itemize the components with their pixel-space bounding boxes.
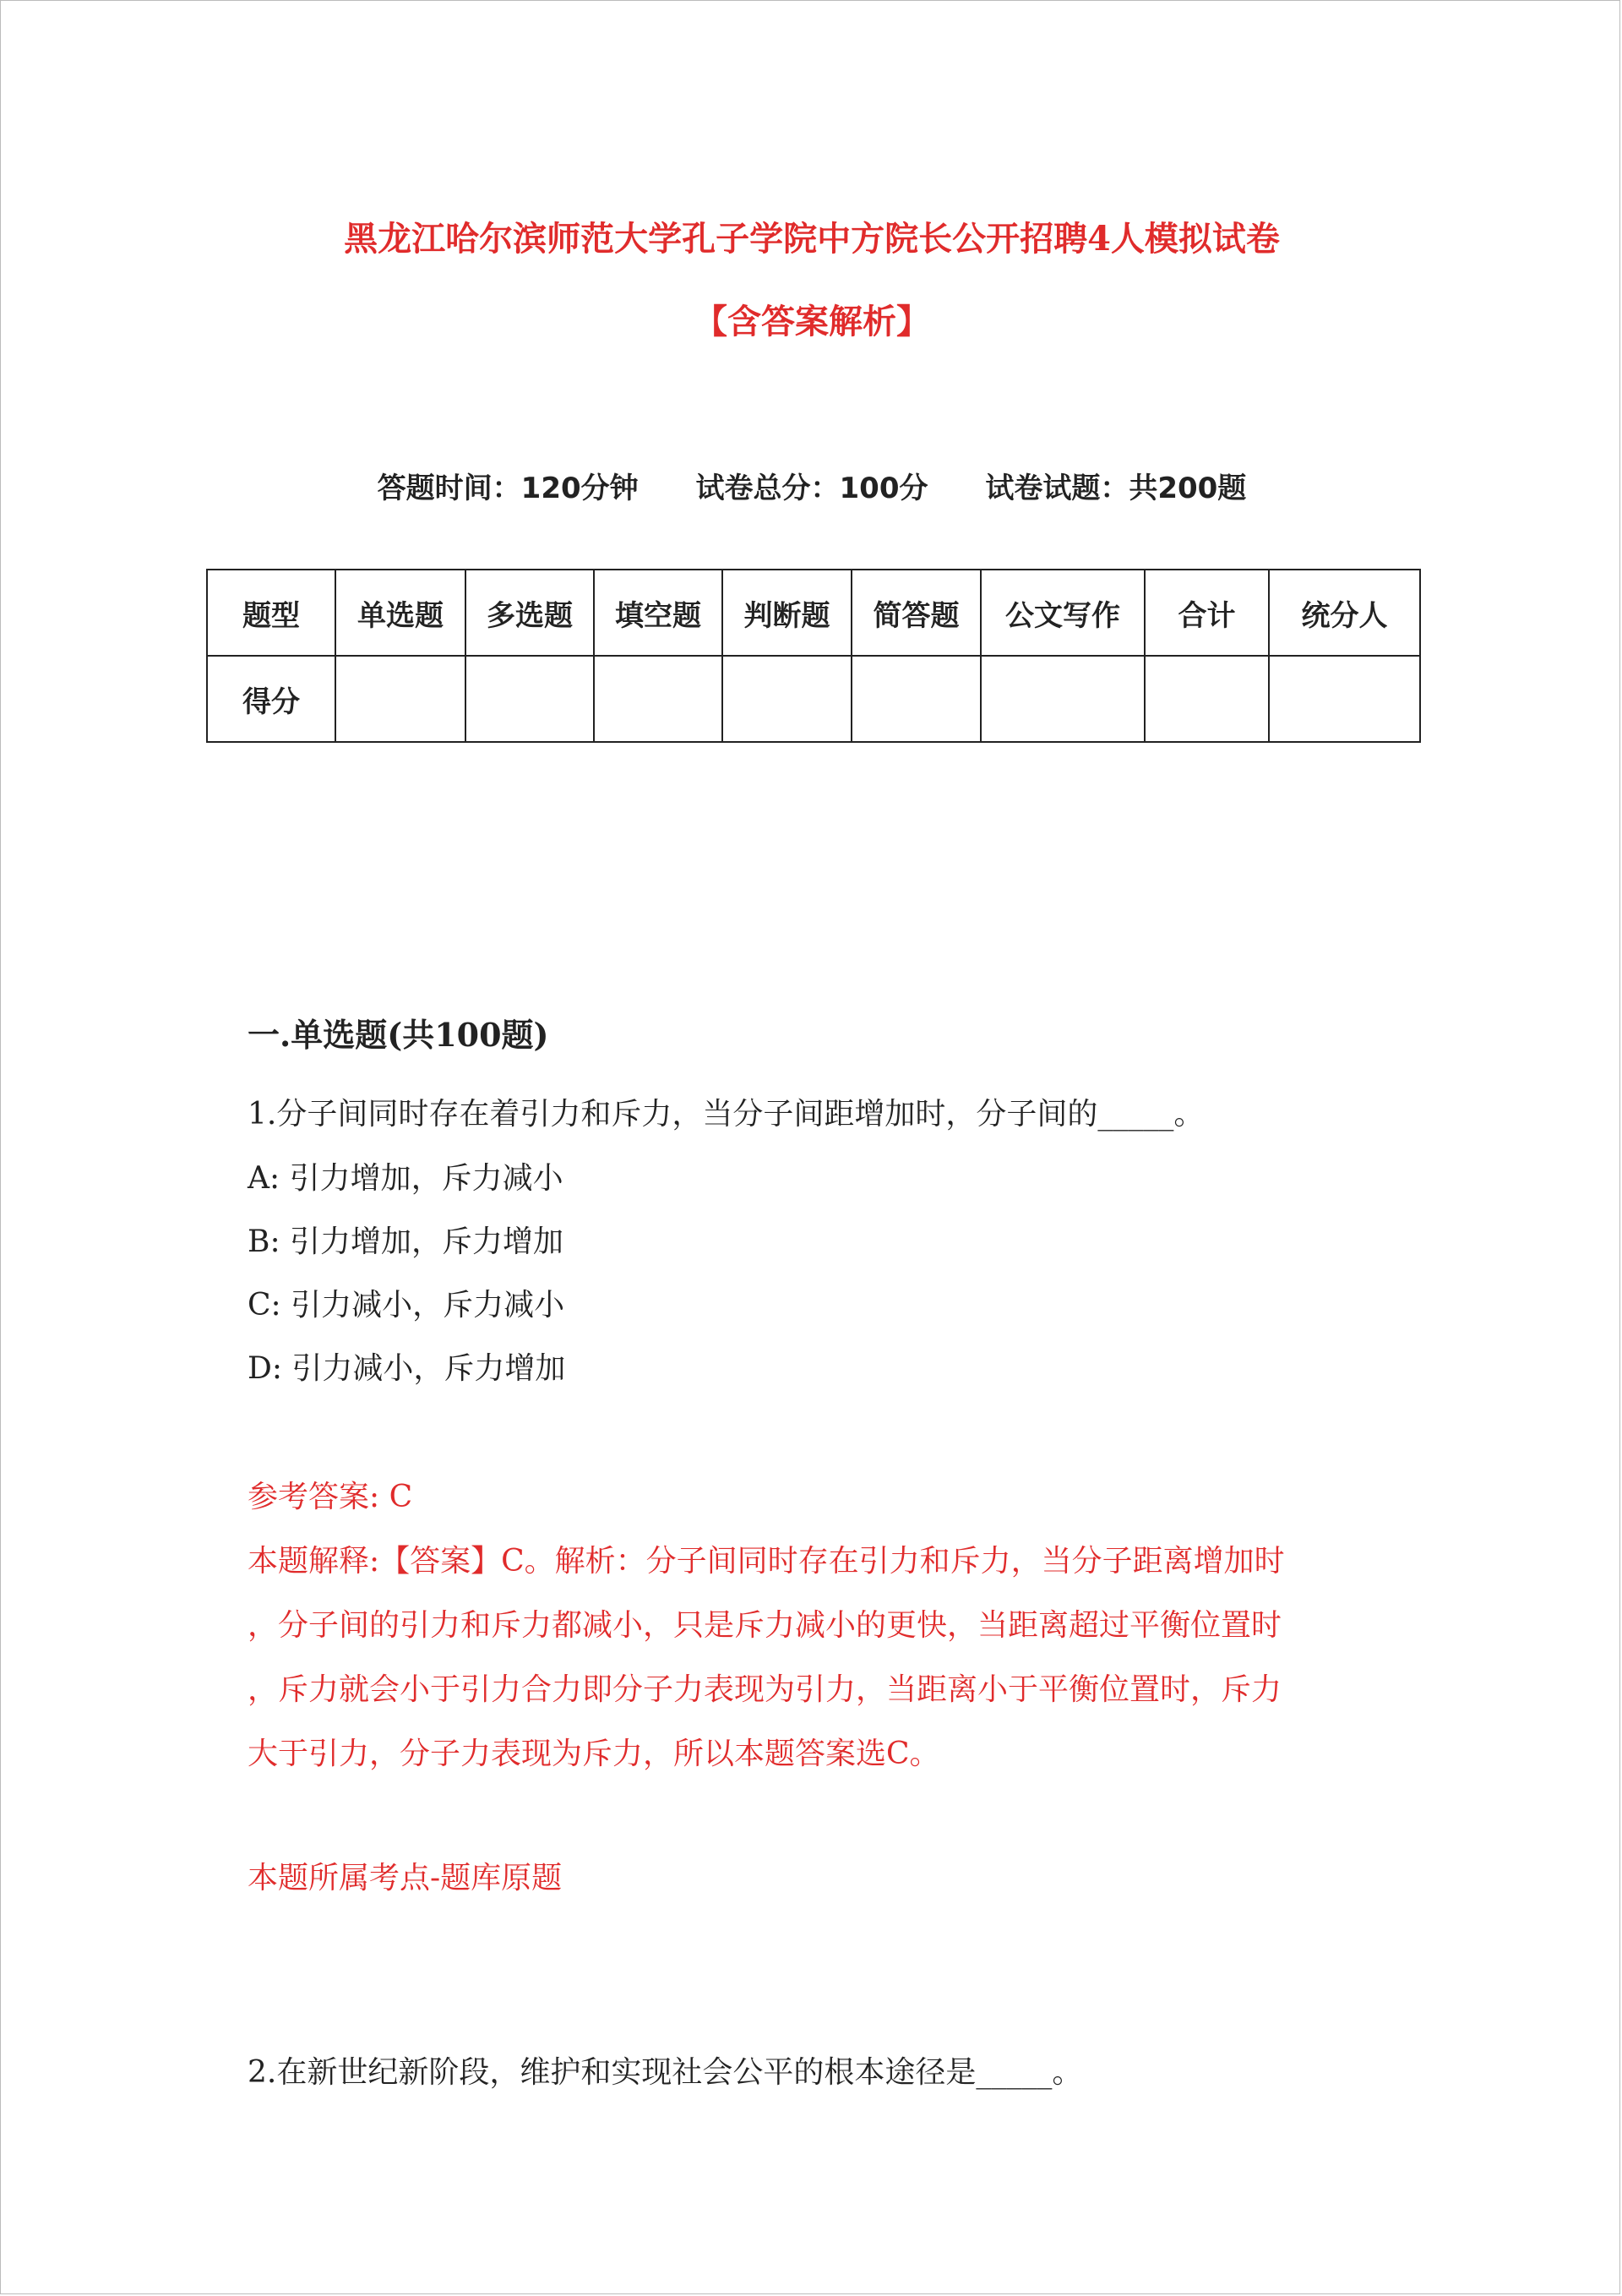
score-header-cell: 公文写作 [981, 570, 1145, 656]
exam-total-score: 试卷总分：100分 [695, 472, 928, 505]
score-cell [852, 656, 981, 742]
score-table-header-row [207, 570, 1420, 656]
score-cell [722, 656, 852, 742]
document-title-line1: 黑龙江哈尔滨师范大学孔子学院中方院长公开招聘4人模拟试卷 [344, 219, 1280, 259]
score-cell [1269, 656, 1420, 742]
question-1-explanation-line: 大于引力，分子力表现为斥力，所以本题答案选C。 [248, 1737, 940, 1771]
score-header-cell: 多选题 [465, 570, 594, 656]
exam-time: 答题时间：120分钟 [377, 472, 639, 505]
question-1-option-c: C: 引力减小，斥力减小 [248, 1288, 565, 1323]
score-header-cell: 统分人 [1269, 570, 1420, 656]
question-1-stem: 1.分子间同时存在着引力和斥力，当分子间距增加时，分子间的_____。 [248, 1097, 1205, 1132]
section-heading: 一.单选题(共100题) [248, 1016, 549, 1054]
score-header-cell: 合计 [1145, 570, 1269, 656]
exam-meta [1, 474, 1622, 503]
question-1-explanation-line: ，分子间的引力和斥力都减小，只是斥力减小的更快，当距离超过平衡位置时 [248, 1608, 1282, 1643]
score-cell [981, 656, 1145, 742]
score-cell [594, 656, 722, 742]
question-1-option-d: D: 引力减小，斥力增加 [248, 1351, 566, 1386]
score-table-score-row [207, 656, 1420, 742]
score-header-cell: 填空题 [594, 570, 722, 656]
question-2-stem: 2.在新世纪新阶段，维护和实现社会公平的根本途径是_____。 [248, 2055, 1083, 2090]
score-cell [335, 656, 465, 742]
score-table [206, 569, 1421, 743]
question-1-explanation-line: 本题解释:【答案】C。解析：分子间同时存在引力和斥力，当分子距离增加时 [248, 1544, 1285, 1579]
score-header-cell: 判断题 [722, 570, 852, 656]
score-cell [465, 656, 594, 742]
exam-question-count: 试卷试题：共200题 [985, 472, 1247, 505]
question-1-answer: 参考答案: C [248, 1480, 413, 1514]
score-header-cell: 题型 [207, 570, 335, 656]
question-1-option-a: A: 引力增加，斥力减小 [248, 1161, 563, 1196]
score-row-label: 得分 [207, 656, 335, 742]
score-header-cell: 单选题 [335, 570, 465, 656]
question-1-explanation-line: ，斥力就会小于引力合力即分子力表现为引力，当距离小于平衡位置时，斥力 [248, 1672, 1282, 1707]
score-cell [1145, 656, 1269, 742]
question-1-option-b: B: 引力增加，斥力增加 [248, 1224, 564, 1259]
document-title-line2: 【含答案解析】 [694, 302, 930, 341]
question-1-source: 本题所属考点-题库原题 [248, 1861, 563, 1895]
score-header-cell: 简答题 [852, 570, 981, 656]
